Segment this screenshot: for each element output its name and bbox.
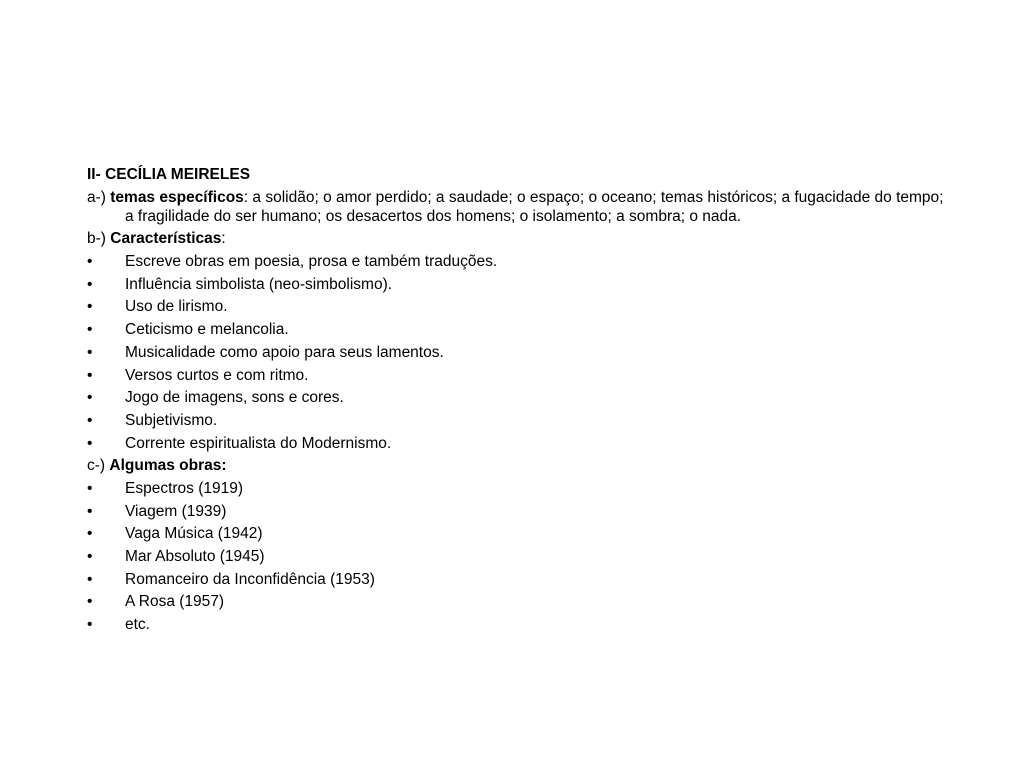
list-item-text: Vaga Música (1942): [125, 525, 263, 543]
list-item-text: Influência simbolista (neo-simbolismo).: [125, 275, 393, 293]
list-item-text: Jogo de imagens, sons e cores.: [125, 389, 344, 407]
section-b-label: Características: [110, 230, 222, 248]
list-item: [87, 547, 947, 566]
bullet-icon: •: [87, 502, 93, 520]
list-item: [87, 411, 947, 430]
bullet-icon: •: [87, 253, 93, 271]
section-a-label: temas específicos: [110, 188, 244, 206]
list-item: [87, 502, 947, 521]
list-item: [87, 388, 947, 407]
list-item: [87, 615, 947, 634]
list-item-text: Espectros (1919): [125, 479, 244, 497]
slide-content: [87, 165, 947, 638]
list-item: [87, 252, 947, 271]
list-item: [87, 570, 947, 589]
list-item: [87, 524, 947, 543]
list-item: [87, 366, 947, 385]
list-item-text: Escreve obras em poesia, prosa e também traduções.: [125, 253, 498, 271]
bullet-icon: •: [87, 570, 93, 588]
section-c-label: Algumas obras:: [109, 457, 227, 475]
list-item: [87, 592, 947, 611]
list-item-text: Romanceiro da Inconfidência (1953): [125, 570, 375, 588]
list-item-text: Musicalidade como apoio para seus lamentos.: [125, 343, 444, 361]
bullet-icon: •: [87, 548, 93, 565]
list-item-text: Subjetivismo.: [125, 411, 218, 429]
bullet-icon: •: [87, 321, 93, 339]
section-c-prefix: c-): [87, 457, 110, 475]
page-title: II- CECÍLIA MEIRELES: [87, 166, 251, 183]
section-c-list: [87, 479, 947, 634]
bullet-icon: •: [87, 389, 93, 407]
list-item-text: Mar Absoluto (1945): [125, 548, 265, 565]
section-b-prefix: b-): [87, 230, 111, 248]
section-a: [87, 188, 947, 226]
bullet-icon: •: [87, 616, 93, 634]
section-b-heading: [87, 229, 947, 248]
bullet-icon: •: [87, 298, 93, 316]
bullet-icon: •: [87, 525, 93, 543]
list-item-text: Versos curtos e com ritmo.: [125, 366, 309, 384]
list-item: [87, 434, 947, 453]
bullet-icon: •: [87, 343, 93, 361]
bullet-icon: •: [87, 411, 93, 429]
section-b-suffix: :: [221, 230, 226, 248]
bullet-icon: •: [87, 275, 93, 293]
list-item: [87, 343, 947, 362]
list-item-text: etc.: [125, 616, 150, 634]
list-item: [87, 297, 947, 316]
list-item-text: A Rosa (1957): [125, 593, 225, 611]
list-item: [87, 275, 947, 294]
section-a-text: : a solidão; o amor perdido; a saudade; o espaço; o oceano; temas históricos; a fugacidade do tempo; a fragilidade do ser humano; os desacertos dos homens; o isolamento; a sombra; o nada.: [125, 188, 944, 225]
list-item-text: Ceticismo e melancolia.: [125, 321, 289, 339]
list-item-text: Viagem (1939): [125, 502, 227, 520]
list-item: [87, 479, 947, 498]
section-a-prefix: a-): [87, 188, 111, 206]
bullet-icon: •: [87, 366, 93, 384]
list-item-text: Uso de lirismo.: [125, 298, 228, 316]
list-item-text: Corrente espiritualista do Modernismo.: [125, 434, 392, 452]
section-c-heading: [87, 456, 947, 475]
bullet-icon: •: [87, 479, 93, 497]
list-item: [87, 320, 947, 339]
bullet-icon: •: [87, 434, 93, 452]
bullet-icon: •: [87, 593, 93, 611]
section-b-list: [87, 252, 947, 453]
